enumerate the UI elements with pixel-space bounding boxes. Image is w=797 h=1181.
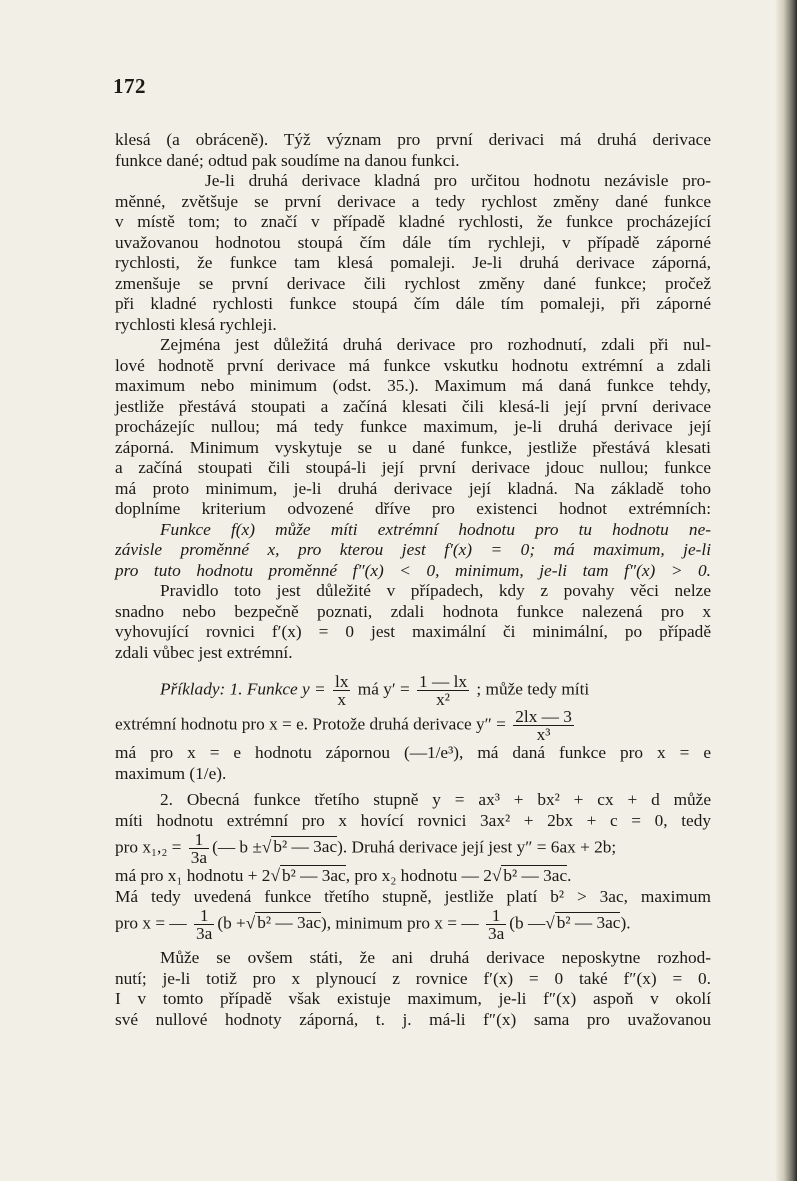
square-root: b² — 3ac xyxy=(556,913,621,933)
numerator: 1 xyxy=(194,907,214,925)
example-text: ; může tedy míti xyxy=(476,679,590,699)
book-spine-shadow xyxy=(775,0,797,1181)
denominator: 3a xyxy=(190,848,208,867)
text-line: při kladné rychlosti funkce stoupá čím dále tím pomaleji, při záporné xyxy=(115,294,711,313)
text-line: měnné, zvětšuje se první derivace a tedy rychlost změny dané funkce xyxy=(115,191,711,211)
text-line: uvažovanou hodnotou stoupá čím dále tím rychleji, v případě záporné xyxy=(115,232,711,252)
text-line: rychlosti, že funkce tam klesá pomaleji. Je-li druhá derivace záporná, xyxy=(115,253,711,272)
text-line: zmenšuje se první derivace čili rychlost změny dané funkce; pročež xyxy=(115,273,711,293)
example-text: ). xyxy=(620,913,631,933)
text-line: a začíná stoupati čili stoupá-li její první derivace jdouc nullou; funkce xyxy=(115,458,711,477)
text-line: míti hodnotu extrémní pro x hovící rovnici 3ax² + 2bx + c = 0, tedy xyxy=(115,810,711,830)
example-text: pro x = — xyxy=(115,913,187,933)
example-1-line-2 xyxy=(115,708,711,743)
numerator: lx xyxy=(335,672,349,691)
page-number: 172 xyxy=(113,74,146,98)
fraction xyxy=(189,831,209,866)
denominator: x³ xyxy=(536,725,551,744)
text-line: vyhovující rovnici f′(x) = 0 jest maximální či minimální, po případě xyxy=(115,622,711,641)
text-line: procházejíc nullou; má tedy funkce maximum, je-li druhá derivace její xyxy=(115,417,711,436)
example-text: Příklady: 1. Funkce y = xyxy=(160,679,326,699)
text-line: 2. Obecná funkce třetího stupně y = ax³ + bx² + cx + d může xyxy=(160,790,711,809)
denominator: x xyxy=(337,690,347,709)
text-line: klesá (a obráceně). Týž význam pro první derivaci má druhá derivace xyxy=(115,130,711,149)
fraction xyxy=(513,708,574,743)
denominator: x² xyxy=(436,690,450,709)
fraction xyxy=(333,673,350,708)
text-line: záporná. Minimum vyskytuje se u dané funkce, jestliže přestává klesati xyxy=(115,437,711,457)
example-text: . xyxy=(567,866,572,885)
square-root: b² — 3ac xyxy=(273,837,338,857)
text-line: nutí; je-li totiž pro x plynoucí z rovnice f′(x) = 0 také f″(x) = 0. xyxy=(115,968,711,988)
text-line: Může se ovšem státi, že ani druhá derivace neposkytne rozhod- xyxy=(160,948,711,967)
text-line: doplníme kriterium odvozené dříve pro existenci hodnot extrémních: xyxy=(115,499,711,518)
fraction xyxy=(486,907,506,942)
denominator: 3a xyxy=(196,924,213,943)
text-line: má pro x = e hodnotu zápornou (—1/e³), má daná funkce pro x = e xyxy=(115,743,711,762)
example-text: (b + xyxy=(217,913,246,933)
numerator: 1 xyxy=(189,831,209,849)
example-text: (b — xyxy=(509,913,546,933)
rule-line: závisle proměnné x, pro kterou jest f′(x) = 0; má maximum, je-li xyxy=(115,540,711,559)
example-text: , pro x₂ hodnotu — 2 xyxy=(345,866,492,885)
text-line: své nullové hodnoty záporná, t. j. má-li f″(x) sama pro uvažovanou xyxy=(115,1009,711,1029)
page-body xyxy=(115,130,711,1030)
text-line: maximum nebo minimum (odst. 35.). Maximum má daná funkce tehdy, xyxy=(115,376,711,395)
example-text: má pro x₁ hodnotu + 2 xyxy=(115,866,271,885)
text-line: lové hodnotě první derivace má funkce vskutku hodnotu extrémní a zdali xyxy=(115,355,711,375)
text-line: I v tomto případě však existuje maximum, je-li f″(x) aspoň v okolí xyxy=(115,989,711,1008)
square-root: b² — 3ac xyxy=(281,866,346,885)
text-line: funkce dané; odtud pak soudíme na danou funkci. xyxy=(115,150,460,170)
fraction xyxy=(417,673,469,708)
text-line: Má tedy uvedená funkce třetího stupně, jestliže platí b² > 3ac, maximum xyxy=(115,886,711,906)
example-2-extrema-line: pro x = — $\frac{1}{3a}$ (b +√ b² — 3ac), minimum pro x = — $\frac{1}{3a}$ (b —√ b² — 3ac). xyxy=(115,906,631,943)
text-line: maximum (1/e). xyxy=(115,763,227,783)
text-line: Je-li druhá derivace kladná pro určitou hodnotu nezávisle pro- xyxy=(205,171,711,190)
example-2-values-line: má pro x₁ hodnotu + 2√ b² — 3ac, pro x₂ hodnotu — 2√ b² — 3ac. xyxy=(115,866,572,885)
denominator: 3a xyxy=(487,924,505,943)
rule-line: Funkce f(x) může míti extrémní hodnotu pro tu hodnotu ne- xyxy=(160,519,711,539)
example-1-line-1 xyxy=(115,673,711,708)
numerator: 2lx — 3 xyxy=(515,707,572,726)
square-root: b² — 3ac xyxy=(503,866,568,885)
text-line: zdali vůbec jest extrémní. xyxy=(115,642,293,662)
square-root: b² — 3ac xyxy=(257,913,322,933)
example-text: ). Druhá derivace její jest y″ = 6ax + 2b; xyxy=(337,837,617,857)
example-text: extrémní hodnotu pro x = e. Protože druhá derivace y″ = xyxy=(115,714,506,734)
numerator: 1 — lx xyxy=(419,672,468,691)
text-line: v místě tom; to značí v případě kladné rychlosti, že funkce procházející xyxy=(115,212,711,231)
text-line: jestliže přestává stoupati a začíná klesati čili klesá-li její první derivace xyxy=(115,396,711,416)
text-line: snadno nebo bezpečně poznati, zdali hodnota funkce nalezená pro x xyxy=(115,601,711,621)
text-line: rychlosti klesá rychleji. xyxy=(115,314,277,334)
text-line: Pravidlo toto jest důležité v případech, kdy z povahy věci nelze xyxy=(160,581,711,600)
fraction xyxy=(194,907,214,942)
rule-line: pro tuto hodnotu proměnné f″(x) < 0, minimum, je-li tam f″(x) > 0. xyxy=(115,560,711,580)
example-text: (— b ± xyxy=(212,837,262,857)
example-2-roots-line: pro x₁,₂ = $\frac{1}{3a}$ (— b ±√ b² — 3ac). Druhá derivace její jest y″ = 6ax + 2b; xyxy=(115,830,617,867)
example-text: ), minimum pro x = — xyxy=(321,913,479,933)
example-text: pro x₁,₂ = xyxy=(115,837,182,857)
text-line: Zejména jest důležitá druhá derivace pro rozhodnutí, zdali při nul- xyxy=(160,335,711,354)
text-line: má proto minimum, je-li druhá derivace její kladná. Na základě toho xyxy=(115,478,711,498)
example-text: má y′ = xyxy=(357,679,410,699)
numerator: 1 xyxy=(486,907,506,925)
